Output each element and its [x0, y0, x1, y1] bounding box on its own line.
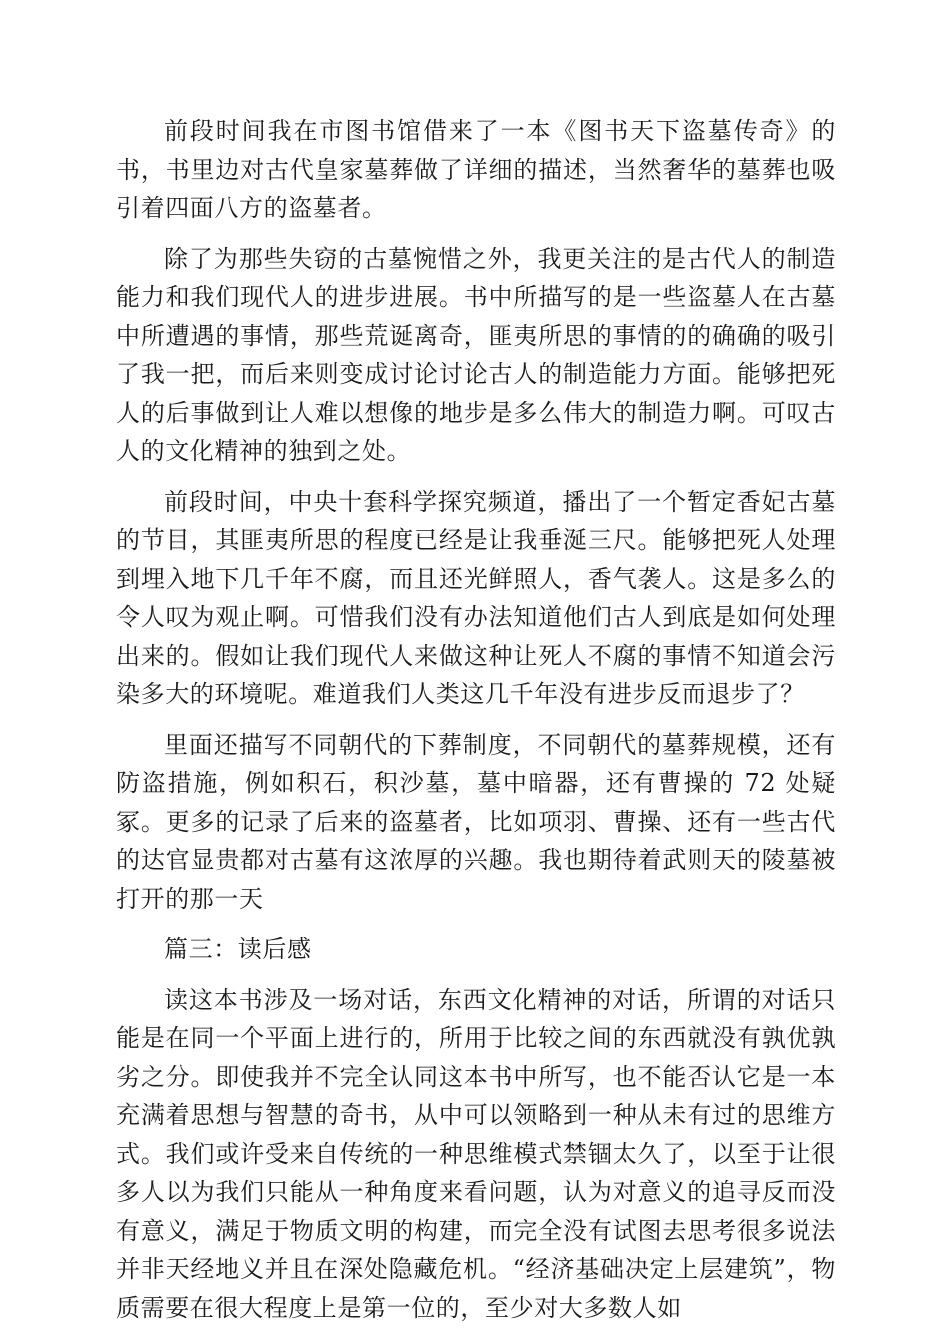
- paragraph-2: 除了为那些失窃的古墓惋惜之外，我更关注的是古代人的制造能力和我们现代人的进步进展。书中所描写的是一些盗墓人在古墓中所遭遇的事情，那些荒诞离奇，匪夷所思的事情的的确确的吸引了我一把，而后来则变成讨论讨论古人的制造能力方面。能够把死人的后事做到让人难以想像的地步是多么伟大的制造力啊。可叹古人的文化精神的独到之处。: [116, 244, 836, 465]
- paragraph-3: 前段时间，中央十套科学探究频道，播出了一个暂定香妃古墓的节目，其匪夷所思的程度已经是让我垂涎三尺。能够把死人处理到埋入地下几千年不腐，而且还光鲜照人，香气袭人。这是多么的令人叹为观止啊。可惜我们没有办法知道他们古人到底是如何处理出来的。假如让我们现代人来做这种让死人不腐的事情不知道会污染多大的环境呢。难道我们人类这几千年没有进步反而退步了？: [116, 487, 836, 708]
- paragraph-1: 前段时间我在市图书馆借来了一本《图书天下盗墓传奇》的书，书里边对古代皇家墓葬做了详细的描述，当然奢华的墓葬也吸引着四面八方的盗墓者。: [116, 117, 836, 222]
- section-heading: 篇三：读后感: [164, 935, 312, 963]
- document-body: [116, 112, 836, 1339]
- section-paragraph: 读这本书涉及一场对话，东西文化精神的对话，所谓的对话只能是在同一个平面上进行的，所用于比较之间的东西就没有孰优孰劣之分。即使我并不完全认同这本书中所写，也不能否认它是一本充满着思想与智慧的奇书，从中可以领略到一种从未有过的思维方式。我们或许受来自传统的一种思维模式禁锢太久了，以至于让很多人以为我们只能从一种角度来看问题，认为对意义的追寻反而没有意义，满足于物质文明的构建，而完全没有试图去思考很多说法并非天经地义并且在深处隐藏危机。“经济基础决定上层建筑”，物质需要在很大程度上是第一位的，至少对大多数人如: [116, 985, 836, 1322]
- paragraph-4: 里面还描写不同朝代的下葬制度，不同朝代的墓葬规模，还有防盗措施，例如积石，积沙墓，墓中暗器，还有曹操的 72 处疑冢。更多的记录了后来的盗墓者，比如项羽、曹操、还有一些古代的达官显贵都对古墓有这浓厚的兴趣。我也期待着武则天的陵墓被打开的那一天: [116, 730, 836, 913]
